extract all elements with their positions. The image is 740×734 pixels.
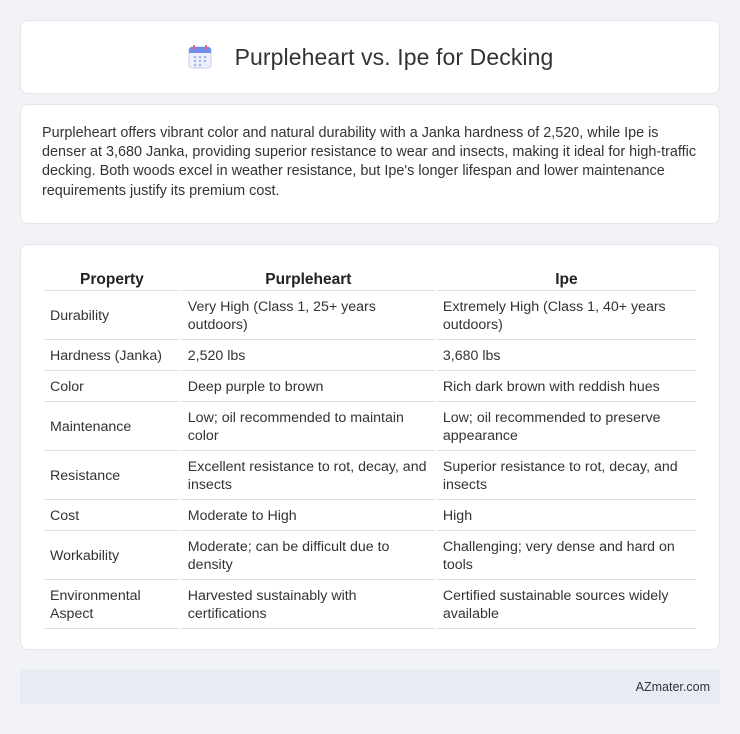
property-cell: Maintenance [44,402,180,451]
table-row [44,402,696,451]
table-row [44,500,696,531]
purpleheart-cell: Excellent resistance to rot, decay, and insects [182,451,435,500]
comparison-table [42,265,698,629]
property-cell: Cost [44,500,180,531]
property-cell: Color [44,371,180,402]
ipe-cell: Certified sustainable sources widely available [437,580,696,629]
table-header-row [44,265,696,291]
ipe-cell: High [437,500,696,531]
purpleheart-cell: Harvested sustainably with certifications [182,580,435,629]
property-cell: Workability [44,531,180,580]
purpleheart-cell: 2,520 lbs [182,340,435,371]
title-card [20,20,720,94]
comparison-table-card [20,244,720,650]
table-row [44,291,696,340]
ipe-cell: Low; oil recommended to preserve appearance [437,402,696,451]
ipe-cell: 3,680 lbs [437,340,696,371]
purpleheart-cell: Deep purple to brown [182,371,435,402]
purpleheart-cell: Moderate; can be difficult due to density [182,531,435,580]
purpleheart-cell: Very High (Class 1, 25+ years outdoors) [182,291,435,340]
table-row [44,340,696,371]
ipe-cell: Superior resistance to rot, decay, and insects [437,451,696,500]
property-cell: Environmental Aspect [44,580,180,629]
table-row [44,531,696,580]
summary-card [20,104,720,224]
footer [20,670,720,704]
property-cell: Hardness (Janka) [44,340,180,371]
property-cell: Durability [44,291,180,340]
summary-text: Purpleheart offers vibrant color and natural durability with a Janka hardness of 2,520, while Ipe is denser at 3,680 Janka, providing superior resistance to wear and insects, making it ideal for high-traffic decking. Both woods excel in weather resistance, but Ipe's longer lifespan and lower maintenance requirements justify its premium cost. [42,125,697,199]
table-row [44,580,696,629]
ipe-cell: Challenging; very dense and hard on tools [437,531,696,580]
header-ipe: Ipe [437,265,696,291]
ipe-cell: Extremely High (Class 1, 40+ years outdoors) [437,291,696,340]
header-purpleheart: Purpleheart [182,265,435,291]
header-property: Property [44,265,180,291]
purpleheart-cell: Low; oil recommended to maintain color [182,402,435,451]
footer-brand-link[interactable]: AZmater.com [635,680,710,694]
table-row [44,451,696,500]
ipe-cell: Rich dark brown with reddish hues [437,371,696,402]
purpleheart-cell: Moderate to High [182,500,435,531]
calendar-icon [187,44,213,70]
table-row [44,371,696,402]
property-cell: Resistance [44,451,180,500]
page-title: Purpleheart vs. Ipe for Decking [234,43,554,70]
